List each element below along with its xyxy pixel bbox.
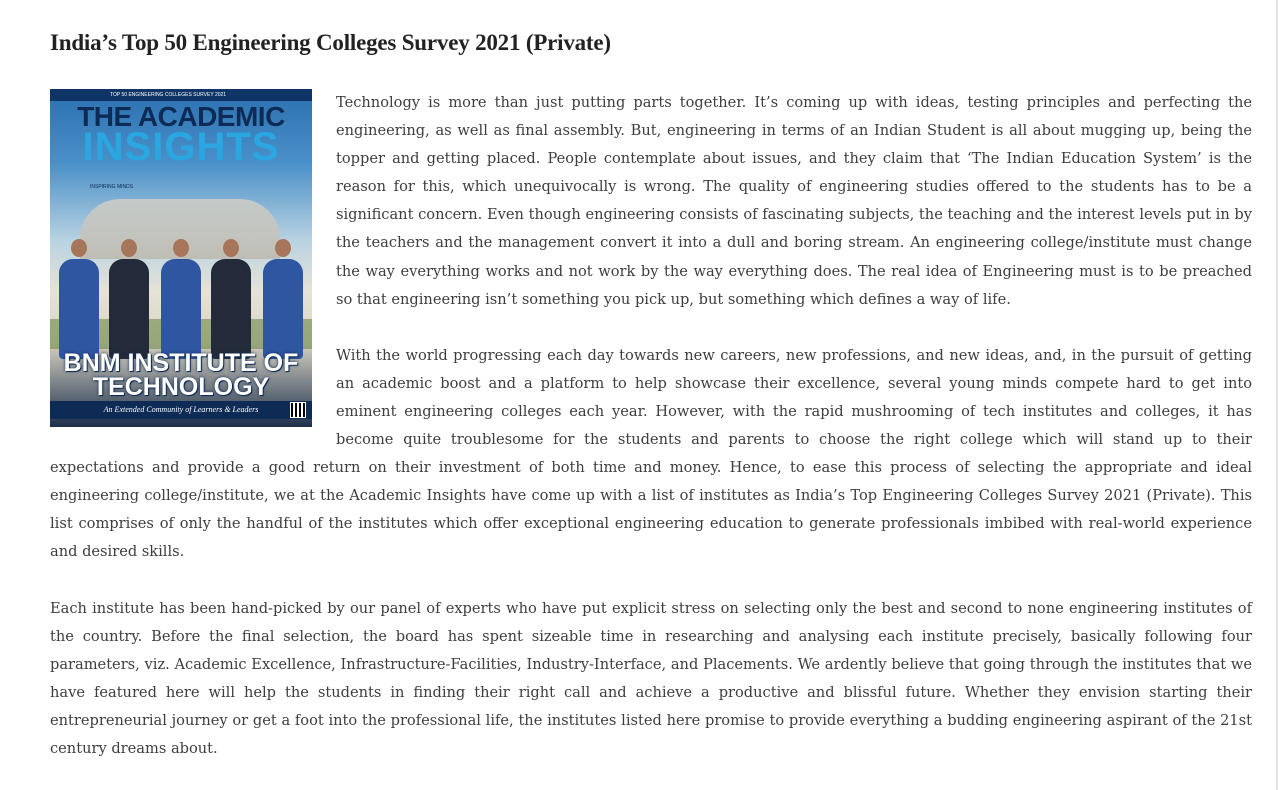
article-body — [50, 89, 1252, 790]
cover-brand-line1: THE ACADEMIC — [77, 101, 285, 132]
cover-subtitle: An Extended Community of Learners & Leaders — [50, 401, 312, 419]
cover-topline: TOP 50 ENGINEERING COLLEGES SURVEY 2021 — [50, 89, 312, 101]
magazine-cover-image[interactable] — [50, 89, 312, 427]
cover-person-figure — [56, 239, 102, 359]
article-title: India’s Top 50 Engineering Colleges Survey 2021 (Private) — [50, 30, 611, 55]
cover-person-figure — [158, 239, 204, 359]
cover-person-figure — [106, 239, 152, 359]
cover-person-figure — [208, 239, 254, 359]
article-paragraph-3: Each institute has been hand-picked by our panel of experts who have put explicit stress on selecting only the best and second to none engineering institutes of the country. Before the final selection, the board has spent sizeable time in researching and analysing each institute precisely, basically following four parameters, viz. Academic Excellence, Infrastructure-Facilities, Industry-Interface, and Placements. We ardently believe that going through the institutes that we have featured here will help the students in finding their right call and achieve a productive and blissful future. Whether they envision starting their entrepreneurial journey or get a foot into the professional life, the institutes listed here promise to provide everything a budding engineering aspirant of the 21st century dreams about. — [50, 599, 1252, 757]
article-paragraph-1: Technology is more than just putting parts together. It’s coming up with ideas, testing principles and perfecting the engineering, as well as final assembly. But, engineering in terms of an Indian Student is all about mugging up, being the topper and getting placed. People contemplate about issues, and they claim that ‘The Indian Education System’ is the reason for this, which unequivocally is wrong. The quality of engineering studies offered to the students has to be a significant concern. Even though engineering consists of fascinating subjects, the teaching and the interest levels put in by the teachers and the management convert it into a dull and boring stream. An engineering college/institute must change the way everything works and not work by the way everything does. The real idea of Engineering must is to be preached so that engineering isn’t something you pick up, but something which defines a way of life. — [336, 94, 1252, 308]
article-paragraph-2: With the world progressing each day towards new careers, new professions, and new ideas, and, in the pursuit of getting an academic boost and a platform to help showcase their excellence, several young minds compete hard to get into eminent engineering colleges each year. However, with the rapid mushrooming of tech institutes and colleges, it has become quite troublesome for the students and parents to choose the right college which will stand up to their expectations and provide a good return on their investment of both time and money. Hence, to ease this process of selecting the appropriate and ideal engineering college/institute, we at the Academic Insights have come up with a list of institutes as India’s Top Engineering Colleges Survey 2021 (Private). This list comprises of only the handful of the institutes which offer exceptional engineering education to generate professionals imbibed with real-world experience and desired skills. — [50, 346, 1252, 561]
qr-code-icon — [290, 402, 306, 418]
cover-brand-line2: INSIGHTS — [82, 125, 280, 169]
cover-tagline: INSPIRING MINDS — [90, 184, 134, 190]
cover-person-figure — [260, 239, 306, 359]
cover-institute-name: BNM INSTITUTE OF TECHNOLOGY — [63, 349, 299, 401]
